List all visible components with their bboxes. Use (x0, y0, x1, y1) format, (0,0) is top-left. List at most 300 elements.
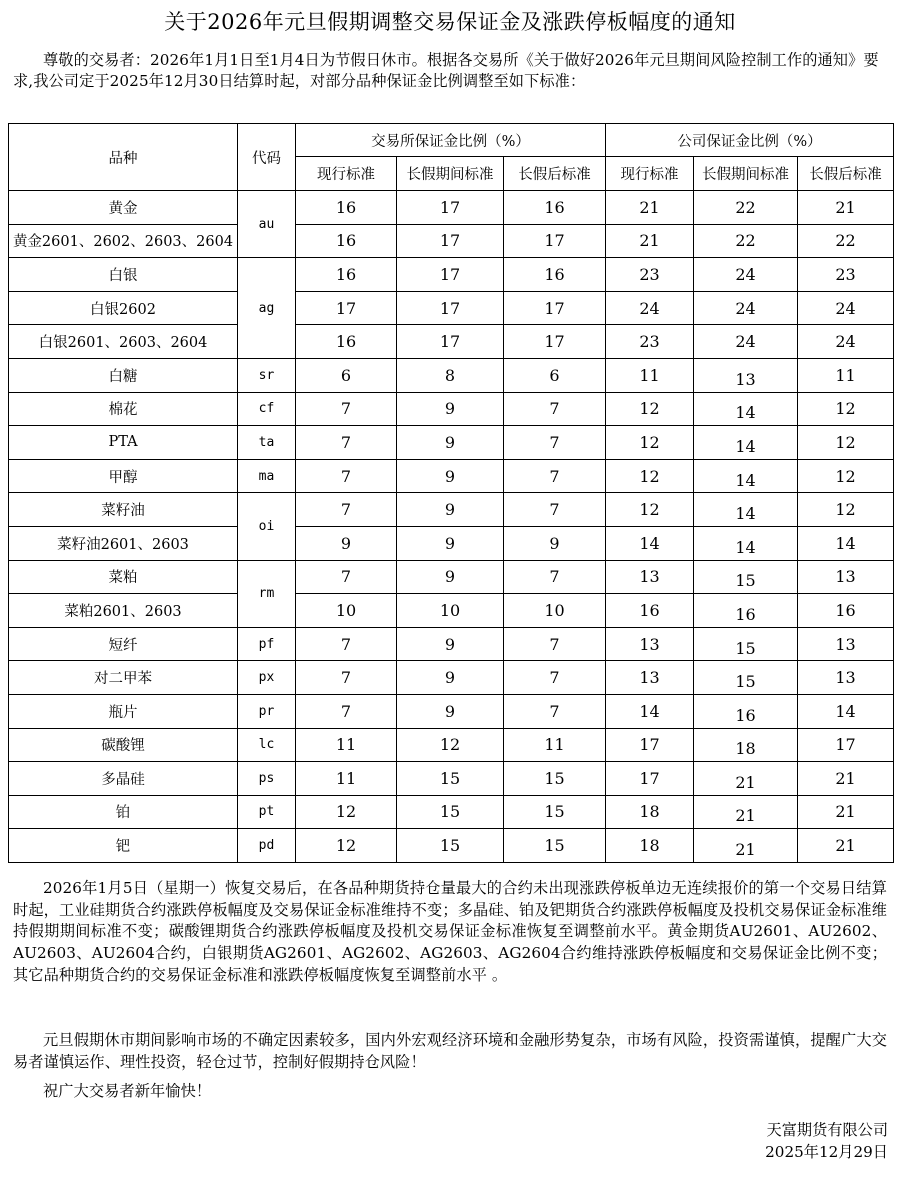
company-ratio-cell (606, 795, 694, 829)
company-ratio-cell (606, 358, 694, 392)
product-name-cell: PTA (9, 426, 238, 460)
exchange-ratio-cell (296, 594, 397, 628)
product-code-cell: ag (238, 258, 296, 359)
exchange-ratio-cell (296, 358, 397, 392)
ratio-value: 14 (835, 701, 856, 721)
table-row (9, 459, 894, 493)
company-ratio-cell (606, 829, 694, 863)
table-row (9, 526, 894, 560)
product-code-cell: oi (238, 493, 296, 560)
ratio-value: 14 (639, 701, 660, 721)
ratio-value: 22 (735, 197, 756, 217)
product-code-cell: pt (238, 795, 296, 829)
exchange-ratio-cell (397, 762, 504, 796)
company-ratio-cell (798, 694, 894, 728)
exchange-ratio-cell (504, 493, 606, 527)
ratio-value: 9 (444, 567, 456, 587)
ratio-value: 17 (439, 264, 461, 284)
exchange-ratio-cell (296, 694, 397, 728)
company-ratio-cell (606, 392, 694, 426)
ratio-value: 6 (549, 365, 560, 385)
ratio-value: 11 (835, 365, 856, 385)
company-ratio-cell (694, 358, 798, 392)
ratio-value: 21 (639, 231, 660, 251)
exchange-ratio-cell (296, 627, 397, 661)
exchange-ratio-cell (504, 526, 606, 560)
ratio-value: 13 (639, 634, 660, 654)
company-ratio-cell (606, 728, 694, 762)
table-row (9, 191, 894, 225)
ratio-value: 12 (639, 466, 660, 486)
company-ratio-cell (798, 762, 894, 796)
ratio-value: 15 (439, 836, 461, 856)
ratio-value: 17 (439, 197, 461, 217)
exchange-ratio-cell (397, 627, 504, 661)
product-name-cell: 棉花 (9, 392, 238, 426)
company-ratio-cell (606, 325, 694, 359)
company-ratio-cell (694, 224, 798, 258)
ratio-value: 7 (340, 668, 352, 688)
ratio-value: 15 (735, 638, 756, 658)
table-row (9, 392, 894, 426)
exchange-ratio-cell (397, 493, 504, 527)
company-ratio-cell (694, 526, 798, 560)
exchange-ratio-cell (504, 258, 606, 292)
company-ratio-cell (798, 258, 894, 292)
ratio-value: 12 (835, 500, 856, 520)
company-ratio-cell (606, 493, 694, 527)
ratio-value: 10 (544, 600, 565, 620)
product-name-cell: 短纤 (9, 627, 238, 661)
product-name-cell: 菜籽油2601、2603 (9, 526, 238, 560)
ratio-value: 17 (639, 735, 660, 755)
ratio-value: 9 (340, 533, 352, 553)
company-ratio-cell (694, 661, 798, 695)
ratio-value: 11 (639, 365, 660, 385)
ratio-value: 12 (639, 500, 660, 520)
exchange-ratio-cell (296, 191, 397, 225)
company-ratio-cell (798, 526, 894, 560)
ratio-value: 7 (340, 399, 352, 419)
exchange-ratio-cell (397, 594, 504, 628)
product-code-cell: px (238, 661, 296, 695)
product-code-cell: pf (238, 627, 296, 661)
ratio-value: 18 (735, 739, 756, 759)
table-row (9, 694, 894, 728)
ratio-value: 24 (735, 264, 756, 284)
product-name-cell: 钯 (9, 829, 238, 863)
exchange-ratio-cell (397, 426, 504, 460)
ratio-value: 22 (835, 231, 856, 251)
exchange-ratio-cell (296, 795, 397, 829)
ratio-value: 7 (549, 668, 560, 688)
exchange-ratio-cell (296, 661, 397, 695)
product-name-cell: 碳酸锂 (9, 728, 238, 762)
exchange-ratio-cell (504, 291, 606, 325)
company-ratio-cell (694, 493, 798, 527)
product-name-cell: 甲醇 (9, 459, 238, 493)
ratio-value: 17 (439, 298, 461, 318)
ratio-value: 12 (835, 466, 856, 486)
exchange-ratio-cell (397, 459, 504, 493)
header-company-holiday: 长假期间标准 (694, 157, 798, 191)
company-ratio-cell (798, 358, 894, 392)
company-ratio-cell (798, 560, 894, 594)
product-code-cell: pr (238, 694, 296, 728)
header-code: 代码 (238, 124, 296, 191)
ratio-value: 12 (335, 836, 357, 856)
company-ratio-cell (798, 291, 894, 325)
exchange-ratio-cell (504, 795, 606, 829)
company-ratio-cell (694, 426, 798, 460)
company-ratio-cell (694, 762, 798, 796)
ratio-value: 24 (735, 298, 756, 318)
table-body (9, 191, 894, 863)
exchange-ratio-cell (296, 426, 397, 460)
risk-warning-paragraph: 元旦假期休市期间影响市场的不确定因素较多，国内外宏观经济环境和金融形势复杂，市场有风险，投资需谨慎，提醒广大交易者谨慎运作、理性投资，轻仓过节，控制好假期持仓风险！ (13, 1031, 887, 1071)
ratio-value: 21 (835, 802, 856, 822)
exchange-ratio-cell (397, 191, 504, 225)
exchange-ratio-cell (296, 392, 397, 426)
table-row (9, 762, 894, 796)
ratio-value: 11 (544, 735, 565, 755)
exchange-ratio-cell (397, 694, 504, 728)
ratio-value: 16 (544, 197, 565, 217)
table-row (9, 325, 894, 359)
table-row (9, 493, 894, 527)
ratio-value: 7 (549, 701, 560, 721)
ratio-value: 16 (835, 600, 856, 620)
ratio-value: 7 (340, 567, 352, 587)
company-ratio-cell (798, 594, 894, 628)
table-row (9, 258, 894, 292)
table-row (9, 829, 894, 863)
company-ratio-cell (694, 594, 798, 628)
ratio-value: 15 (544, 768, 565, 788)
company-ratio-cell (694, 459, 798, 493)
exchange-ratio-cell (504, 694, 606, 728)
ratio-value: 12 (335, 802, 357, 822)
ratio-value: 11 (335, 768, 357, 788)
ratio-value: 7 (549, 500, 560, 520)
header-company-current: 现行标准 (606, 157, 694, 191)
product-code-cell: rm (238, 560, 296, 627)
exchange-ratio-cell (296, 459, 397, 493)
page-title: 关于2026年元旦假期调整交易保证金及涨跌停板幅度的通知 (164, 10, 736, 34)
exchange-ratio-cell (397, 358, 504, 392)
exchange-ratio-cell (397, 325, 504, 359)
ratio-value: 15 (439, 802, 461, 822)
ratio-value: 9 (444, 432, 456, 452)
product-name-cell: 多晶硅 (9, 762, 238, 796)
ratio-value: 24 (835, 298, 856, 318)
ratio-value: 7 (340, 701, 352, 721)
ratio-value: 21 (735, 772, 756, 792)
ratio-value: 7 (340, 634, 352, 654)
exchange-ratio-cell (296, 291, 397, 325)
exchange-ratio-cell (397, 392, 504, 426)
company-ratio-cell (798, 728, 894, 762)
exchange-ratio-cell (504, 594, 606, 628)
product-code-cell: sr (238, 358, 296, 392)
exchange-ratio-cell (397, 258, 504, 292)
product-name-cell: 菜粕2601、2603 (9, 594, 238, 628)
product-name-cell: 白糖 (9, 358, 238, 392)
ratio-value: 13 (639, 567, 660, 587)
ratio-value: 17 (335, 298, 357, 318)
ratio-value: 12 (835, 399, 856, 419)
ratio-value: 9 (444, 634, 456, 654)
ratio-value: 9 (444, 701, 456, 721)
ratio-value: 7 (549, 466, 560, 486)
product-code-cell: pd (238, 829, 296, 863)
ratio-value: 24 (639, 298, 660, 318)
ratio-value: 17 (544, 332, 565, 352)
ratio-value: 9 (444, 668, 456, 688)
ratio-value: 7 (549, 432, 560, 452)
product-code-cell: lc (238, 728, 296, 762)
table-row (9, 728, 894, 762)
ratio-value: 9 (444, 399, 456, 419)
company-ratio-cell (694, 191, 798, 225)
company-ratio-cell (694, 829, 798, 863)
ratio-value: 8 (444, 365, 456, 385)
company-ratio-cell (798, 795, 894, 829)
ratio-value: 16 (335, 264, 357, 284)
ratio-value: 14 (735, 436, 756, 456)
product-name-cell: 白银2602 (9, 291, 238, 325)
exchange-ratio-cell (397, 829, 504, 863)
company-ratio-cell (798, 392, 894, 426)
ratio-value: 15 (544, 836, 565, 856)
company-ratio-cell (606, 694, 694, 728)
ratio-value: 24 (735, 332, 756, 352)
ratio-value: 14 (735, 537, 756, 557)
company-ratio-cell (694, 560, 798, 594)
ratio-value: 14 (735, 504, 756, 524)
table-row (9, 594, 894, 628)
ratio-value: 17 (835, 735, 856, 755)
table-row (9, 560, 894, 594)
ratio-value: 13 (835, 668, 856, 688)
company-ratio-cell (694, 795, 798, 829)
ratio-value: 17 (439, 332, 461, 352)
exchange-ratio-cell (504, 459, 606, 493)
ratio-value: 7 (549, 567, 560, 587)
ratio-value: 15 (439, 768, 461, 788)
product-name-cell: 白银2601、2603、2604 (9, 325, 238, 359)
product-name-cell: 对二甲苯 (9, 661, 238, 695)
ratio-value: 12 (835, 432, 856, 452)
company-ratio-cell (798, 191, 894, 225)
ratio-value: 21 (835, 197, 856, 217)
exchange-ratio-cell (397, 728, 504, 762)
exchange-ratio-cell (504, 426, 606, 460)
company-ratio-cell (694, 258, 798, 292)
exchange-ratio-cell (504, 191, 606, 225)
exchange-ratio-cell (504, 627, 606, 661)
signature-date: 2025年12月29日 (765, 1143, 888, 1161)
ratio-value: 6 (340, 365, 352, 385)
ratio-value: 14 (735, 403, 756, 423)
exchange-ratio-cell (296, 493, 397, 527)
product-name-cell: 瓶片 (9, 694, 238, 728)
resumption-paragraph: 2026年1月5日（星期一）恢复交易后，在各品种期货持仓量最大的合约未出现涨跌停板单边无连续报价的第一个交易日结算时起，工业硅期货合约涨跌停板幅度及交易保证金标准维持不变；多晶硅、铂及钯期货合约涨跌停板幅度及投机交易保证金标准维持假期期间标准不变；碳酸锂期货合约涨跌停板幅度及投机交易保证金标准恢复至调整前水平。黄金期货AU2601、AU2602、AU2603、AU2604合约，白银期货AG2601、AG2602、AG2603、AG2604合约维持涨跌停板幅度和交易保证金比例不变； 其它品种期货合约的交易保证金标准和涨跌停板幅度恢复至调整前水平 。 (13, 879, 887, 984)
exchange-ratio-cell (504, 392, 606, 426)
product-code-cell: ma (238, 459, 296, 493)
ratio-value: 17 (544, 298, 565, 318)
table-row (9, 358, 894, 392)
ratio-value: 16 (335, 332, 357, 352)
company-ratio-cell (606, 526, 694, 560)
exchange-ratio-cell (397, 291, 504, 325)
header-exchange-holiday: 长假期间标准 (397, 157, 504, 191)
header-product: 品种 (9, 124, 238, 191)
ratio-value: 16 (735, 705, 756, 725)
ratio-value: 22 (735, 231, 756, 251)
product-code-cell: ps (238, 762, 296, 796)
ratio-value: 16 (335, 197, 357, 217)
ratio-value: 24 (835, 332, 856, 352)
exchange-ratio-cell (296, 829, 397, 863)
product-code-cell: ta (238, 426, 296, 460)
ratio-value: 17 (439, 231, 461, 251)
ratio-value: 7 (340, 466, 352, 486)
ratio-value: 21 (835, 836, 856, 856)
exchange-ratio-cell (397, 661, 504, 695)
exchange-ratio-cell (504, 325, 606, 359)
company-ratio-cell (798, 426, 894, 460)
table-row (9, 291, 894, 325)
exchange-ratio-cell (296, 728, 397, 762)
ratio-value: 17 (639, 768, 660, 788)
header-exchange-after: 长假后标准 (504, 157, 606, 191)
company-ratio-cell (606, 627, 694, 661)
ratio-value: 13 (835, 634, 856, 654)
ratio-value: 16 (639, 600, 660, 620)
ratio-value: 11 (335, 735, 357, 755)
ratio-value: 9 (444, 466, 456, 486)
table-row (9, 795, 894, 829)
company-ratio-cell (606, 191, 694, 225)
ratio-value: 16 (544, 264, 565, 284)
ratio-value: 13 (639, 668, 660, 688)
ratio-value: 12 (439, 735, 461, 755)
ratio-value: 15 (735, 672, 756, 692)
ratio-value: 7 (340, 500, 352, 520)
ratio-value: 12 (639, 432, 660, 452)
ratio-value: 17 (544, 231, 565, 251)
company-ratio-cell (606, 560, 694, 594)
company-ratio-cell (798, 493, 894, 527)
table-row (9, 426, 894, 460)
ratio-value: 23 (639, 264, 660, 284)
exchange-ratio-cell (296, 560, 397, 594)
ratio-value: 10 (439, 600, 461, 620)
exchange-ratio-cell (504, 560, 606, 594)
header-exchange-current: 现行标准 (296, 157, 397, 191)
company-ratio-cell (694, 627, 798, 661)
exchange-ratio-cell (504, 762, 606, 796)
header-exchange-group: 交易所保证金比例（%） (296, 124, 606, 157)
company-ratio-cell (694, 325, 798, 359)
company-ratio-cell (606, 594, 694, 628)
product-name-cell: 黄金 (9, 191, 238, 225)
exchange-ratio-cell (504, 224, 606, 258)
company-ratio-cell (606, 762, 694, 796)
signature-company: 天富期货有限公司 (766, 1121, 888, 1139)
exchange-ratio-cell (504, 661, 606, 695)
ratio-value: 21 (735, 840, 756, 860)
company-ratio-cell (798, 627, 894, 661)
ratio-value: 21 (639, 197, 660, 217)
company-ratio-cell (606, 661, 694, 695)
company-ratio-cell (606, 459, 694, 493)
exchange-ratio-cell (296, 526, 397, 560)
ratio-value: 15 (735, 571, 756, 591)
exchange-ratio-cell (397, 795, 504, 829)
company-ratio-cell (694, 392, 798, 426)
product-code-cell: au (238, 191, 296, 258)
ratio-value: 14 (639, 533, 660, 553)
table-row (9, 661, 894, 695)
company-ratio-cell (606, 426, 694, 460)
product-code-cell: cf (238, 392, 296, 426)
ratio-value: 23 (835, 264, 856, 284)
company-ratio-cell (798, 224, 894, 258)
header-company-after: 长假后标准 (798, 157, 894, 191)
ratio-value: 18 (639, 836, 660, 856)
company-ratio-cell (798, 829, 894, 863)
product-name-cell: 铂 (9, 795, 238, 829)
ratio-value: 14 (835, 533, 856, 553)
ratio-value: 16 (735, 604, 756, 624)
exchange-ratio-cell (504, 358, 606, 392)
product-name-cell: 菜粕 (9, 560, 238, 594)
ratio-value: 13 (835, 567, 856, 587)
exchange-ratio-cell (504, 728, 606, 762)
exchange-ratio-cell (296, 224, 397, 258)
margin-table (8, 123, 894, 863)
product-name-cell: 黄金2601、2602、2603、2604 (9, 224, 238, 258)
ratio-value: 21 (835, 768, 856, 788)
company-ratio-cell (606, 258, 694, 292)
ratio-value: 14 (735, 470, 756, 490)
ratio-value: 9 (444, 500, 456, 520)
table-row (9, 224, 894, 258)
ratio-value: 16 (335, 231, 357, 251)
greeting-line: 祝广大交易者新年愉快！ (43, 1082, 212, 1100)
company-ratio-cell (798, 325, 894, 359)
ratio-value: 9 (444, 533, 456, 553)
company-ratio-cell (694, 694, 798, 728)
ratio-value: 10 (335, 600, 357, 620)
ratio-value: 13 (735, 369, 756, 389)
company-ratio-cell (694, 728, 798, 762)
ratio-value: 9 (549, 533, 560, 553)
exchange-ratio-cell (296, 258, 397, 292)
table-row (9, 627, 894, 661)
exchange-ratio-cell (397, 560, 504, 594)
exchange-ratio-cell (296, 325, 397, 359)
header-company-group: 公司保证金比例（%） (606, 124, 894, 157)
intro-paragraph: 尊敬的交易者：2026年1月1日至1月4日为节假日休市。根据各交易所《关于做好2026年元旦期间风险控制工作的通知》要求,我公司定于2025年12月30日结算时起，对部分品种保证金比例调整至如下标准： (13, 51, 879, 90)
ratio-value: 18 (639, 802, 660, 822)
exchange-ratio-cell (397, 526, 504, 560)
company-ratio-cell (606, 291, 694, 325)
company-ratio-cell (798, 661, 894, 695)
company-ratio-cell (606, 224, 694, 258)
